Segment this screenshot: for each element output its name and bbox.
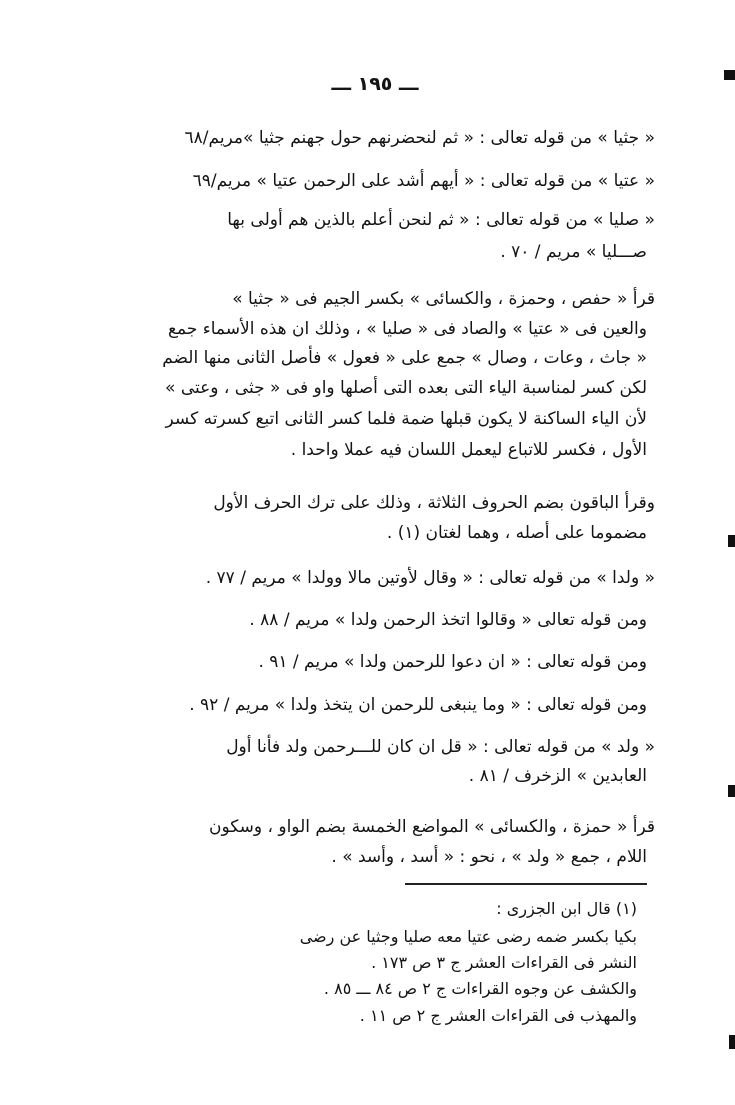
scan-mark: [728, 535, 735, 547]
footnote-line: (١) قال ابن الجزرى :: [496, 899, 637, 918]
footnote-line: والكشف عن وجوه القراءات ج ٢ ص ٨٤ ـــ ٨٥ .: [323, 979, 637, 998]
text-line: الأول ، فكسر للاتباع ليعمل اللسان فيه عملا واحدا .: [290, 440, 647, 460]
text-line: ومن قوله تعالى : « وما ينبغى للرحمن ان يتخذ ولدا » مريم / ٩٢ .: [189, 695, 647, 715]
scan-mark: [728, 785, 735, 797]
footnote-line: بكيا بكسر ضمه رضى عتيا معه صليا وجثيا عن رضى: [299, 927, 637, 946]
text-line: « عتيا » من قوله تعالى : « أيهم أشد على الرحمن عتيا » مريم/٦٩: [192, 171, 655, 191]
page-number: ـــ ١٩٥ ـــ: [331, 73, 419, 95]
footnote-line: والمهذب فى القراءات العشر ج ٢ ص ١١ .: [359, 1006, 637, 1025]
text-line: اللام ، جمع « ولد » ، نحو : « أسد ، وأسد » .: [331, 847, 647, 867]
text-line: مضموما على أصله ، وهما لغتان (١) .: [386, 523, 647, 543]
text-line: العابدين » الزخرف / ٨١ .: [468, 766, 647, 786]
scan-mark: [724, 70, 735, 80]
scan-mark: [729, 1035, 735, 1049]
text-line: « ولدا » من قوله تعالى : « وقال لأوتين مالا وولدا » مريم / ٧٧ .: [205, 568, 655, 588]
text-line: « جثيا » من قوله تعالى : « ثم لنحضرنهم حول جهنم جثيا »مريم/٦٨: [184, 128, 655, 148]
text-line: قرأ « حفص ، وحمزة ، والكسائى » بكسر الجيم فى « جثيا »: [232, 289, 655, 309]
text-line: « جاث ، وعات ، وصال » جمع على « فعول » فأصل الثانى منها الضم: [162, 348, 647, 368]
text-line: قرأ « حمزة ، والكسائى » المواضع الخمسة بضم الواو ، وسكون: [208, 817, 655, 837]
footnote-line: النشر فى القراءات العشر ج ٣ ص ١٧٣ .: [371, 953, 637, 972]
text-line: لكن كسر لمناسبة الياء التى بعده التى أصلها واو فى « جثى ، وعتى »: [165, 378, 647, 398]
text-line: وقرأ الباقون بضم الحروف الثلاثة ، وذلك على ترك الحرف الأول: [213, 493, 655, 513]
text-line: ومن قوله تعالى : « ان دعوا للرحمن ولدا » مريم / ٩١ .: [258, 652, 647, 672]
text-line: والعين فى « عتيا » والصاد فى « صليا » ، وذلك ان هذه الأسماء جمع: [167, 319, 647, 339]
text-line: « صليا » من قوله تعالى : « ثم لنحن أعلم بالذين هم أولى بها: [227, 210, 655, 230]
text-line: ومن قوله تعالى « وقالوا اتخذ الرحمن ولدا » مريم / ٨٨ .: [249, 610, 647, 630]
text-line: صـــليا » مريم / ٧٠ .: [500, 242, 647, 262]
text-line: لأن الياء الساكنة لا يكون قبلها ضمة فلما كسر الثانى اتبع كسرته كسر: [165, 409, 647, 429]
text-line: « ولد » من قوله تعالى : « قل ان كان للـــرحمن ولد فأنا أول: [226, 737, 655, 757]
footnote-divider: [405, 883, 647, 885]
